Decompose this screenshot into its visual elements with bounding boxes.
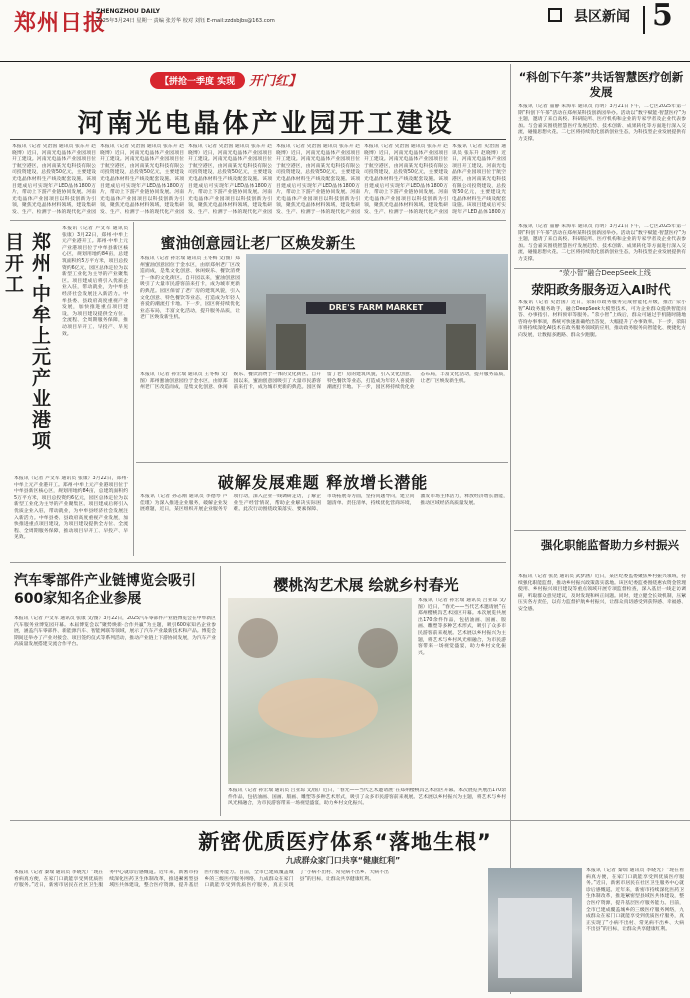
article-body: 本报讯（记者 史治国 通讯员 张东升 赵晓博）近日，河南光电晶体产业园项目开工建设。河南光电晶体产业园项目位于航空港区，由河南某光电科技有限公司投资建设，总投资50亿元，主要建设光电晶体材料生产线及配套设施。该项目建成后可实现年产LED晶体1800万片，带动上下游产业链协同发展。河南光电晶体产业园项目以科技创新为引领，聚焦光电晶体材料领域，建设集研发、生产、检测于一体的现代化产业园 (100, 144, 184, 215)
article-body: 本报讯（记者 董静 朱海军 通讯员 肖明）3月21日下午，二七区2025年第一期“科创下午茶”活动在郑州某科技创新园举办。活动以“数字赋能·智慧医疗”为主题，邀请了来自高校、科研院所、医疗机构和企业的专家学者及企业代表参加。与会嘉宾围绕智慧医疗发展趋势、技术创新、成果转化等方面进行深入交流，碰撞思想火花。二七区将持续优化创新创业生态，为科技型企业发展提供有力支撑。 (518, 104, 686, 142)
article-body: 本报讯（记者 史治国 通讯员 张东升 赵晓博）近日，河南光电晶体产业园项目开工建设。河南光电晶体产业园项目位于航空港区，由河南某光电科技有限公司投资建设，总投资50亿元，主要建设光电晶体材料生产线及配套设施。该项目建成后可实现年产LED晶体1800万片，带动上下游产业链协同发展。河南光电晶体产业园项目以科技创新为引领，聚焦光电晶体材料领域，建设集研发、生产、检测于一体的现代化产业园 (188, 144, 272, 215)
article-subtitle: 九成群众家门口共享“健康红利” (285, 856, 401, 865)
rule (10, 220, 506, 221)
article-body: 本报讯（记者 史治国）近日，荥阳市政务服务完成智能化升级，推出“荥小智”AI政务服务助手，融合DeepSeek大模型技术，可为企业群众提供智能问答、办事指引、材料预审等服务。“荥小智”上线后，群众可通过手机随时随地咨询办事事项，系统可快速准确给出答复，大幅提升了办事效率。下一步，荥阳市将持续深化AI技术在政务服务领域的应用，推动政务服务向智能化、便捷化方向发展，让数据多跑路、群众少跑腿。 (518, 300, 686, 338)
article-kicker: “荥小智”融合DeepSeek上线 (559, 269, 651, 277)
newspaper-logo: 郑州日报 (14, 10, 107, 36)
article-body: 本报讯（记者 史治国 通讯员 张东升 赵晓博）近日，河南光电晶体产业园项目开工建设。河南光电晶体产业园项目位于航空港区，由河南某光电科技有限公司投资建设，总投资50亿元，主要建设光电晶体材料生产线及配套设施。该项目建成后可实现年产LED晶体1800万 (452, 144, 506, 215)
visitor-figure (358, 628, 398, 668)
rule (514, 530, 686, 531)
article-body: 本报讯（记者 史治国 通讯员 张东升 赵晓博）近日，河南光电晶体产业园项目开工建设。河南光电晶体产业园项目位于航空港区，由河南某光电科技有限公司投资建设，总投资50亿元，主要建设光电晶体材料生产线及配套设施。该项目建成后可实现年产LED晶体1800万片，带动上下游产业链协同发展。河南光电晶体产业园项目以科技创新为引领，聚焦光电晶体材料领域，建设集研发、生产、检测于一体的现代化产业园 (12, 144, 96, 215)
door (446, 324, 476, 370)
section-divider (643, 6, 645, 34)
campaign-tag: 【拼抢一季度 实现 (150, 72, 245, 89)
article-title: 蜜油创意园让老厂区焕发新生 (160, 234, 356, 252)
article-body: 本报讯（记者 史治国 通讯员 张东升 赵晓博）近日，河南光电晶体产业园项目开工建设。河南光电晶体产业园项目位于航空港区，由河南某光电科技有限公司投资建设，总投资50亿元，主要建设光电晶体材料生产线及配套设施。该项目建成后可实现年产LED晶体1800万片，带动上下游产业链协同发展。河南光电晶体产业园项目以科技创新为引领，聚焦光电晶体材料领域，建设集研发、生产、检测于一体的现代化产业园 (276, 144, 360, 215)
article-title: 河南光电晶体产业园开工建设 (77, 109, 455, 139)
article-body: 本报讯（记者 卢文军 通讯员 张康 文/图）3月22日，2025汽车零部件产业链博览会在中牟新区汽车服务业博览园开幕。本届博览会以“聚势焕新·合作共赢”为主题，吸引600家知名企业参展，涵盖汽车零部件、新能源汽车、智能网联等领域，展示了汽车产业最新技术和产品。博览会期间还举办了产业对接会、项目签约仪式等系列活动，推动产业链上下游协同发展，为汽车产业高质量发展搭建交流合作平台。 (14, 616, 216, 648)
column-divider (220, 566, 221, 816)
page-number: 5 (652, 0, 673, 33)
article-title-vertical: 郑州·中牟上元产业港项目开工 (2, 232, 51, 452)
article-title: 汽车零部件产业链博览会吸引600家知名企业参展 (14, 573, 196, 607)
article-photo (228, 598, 412, 784)
visitor-figure (238, 618, 278, 658)
article-title: 破解发展难题 释放增长潜能 (217, 473, 429, 492)
section-marker-icon (548, 8, 562, 22)
article-title: “科创下午茶”共话智慧医疗创新发展 (518, 70, 684, 99)
article-body: 本报讯（记者 孙宏瑞 通讯员 吕亚琼 文/图）近日，“春光——当代艺术邀请展”在郑州樱桃沟艺术园区开幕。本次展览共展出170余件作品，包括油画、国画、版画、雕塑等多种艺术形式，吸引了众多市民游客前来观展。艺术展以乡村振兴为主题，将艺术与乡村风光相融合，为市民游客带来一场视觉盛宴，助力乡村文化振兴。 (228, 788, 506, 807)
door (276, 324, 306, 370)
rule (136, 462, 508, 463)
article-body: 本报讯（记者 张昆 通讯员 武梦涵）近日，某区纪委监委聚焦乡村振兴领域，持续强化职能监督，推动乡村振兴政策落实落地。该区纪委监委围绕惠农资金管理使用、乡村振兴项目建设等重点领域开展专项监督检查，深入基层一线走访调研，听取群众意见建议，及时发现和纠正问题。同时，建立健全长效机制，压紧压实各方责任，以有力监督护航乡村振兴，让群众真切感受到获得感、幸福感、安全感。 (518, 574, 686, 612)
rule (10, 562, 506, 563)
article-title: 强化职能监督助力乡村振兴 (541, 538, 679, 552)
rule (10, 820, 690, 821)
article-body: 本报讯（记者 孙宏瑞 通讯员 吕亚琼 文/图）近日，“春光——当代艺术邀请展”在郑州樱桃沟艺术园区开幕。本次展览共展出170余件作品，包括油画、国画、版画、雕塑等多种艺术形式，吸引了众多市民游客前来观展。艺术展以乡村振兴为主题，将艺术与乡村风光相融合，为市民游客带来一场视觉盛宴，助力乡村文化振兴。 (418, 598, 506, 656)
article-photo (246, 254, 508, 370)
article-body: 本报讯（记者 秦瑞 通讯员 李晓光）“现在看病真方便，在家门口就能享受到优质医疗服务。”近日，新密市居民在社区卫生服务中心就诊后感慨道。近年来，新密市持续深化医药卫生体制改革，推进紧密型县域医共体建设，整合医疗资源，提升基层医疗服务能力。目前，全市已建成覆盖城乡的三级医疗服务网络，九成群众在家门口就能享受到优质医疗服务，真正实现了“小病不出村、常见病不出乡、大病不出县”的目标，让群众共享健康红利。 (14, 870, 389, 889)
article-body: 本报讯（记者 董静 朱海军 通讯员 肖明）3月21日下午，二七区2025年第一期“科创下午茶”活动在郑州某科技创新园举办。活动以“数字赋能·智慧医疗”为主题，邀请了来自高校、科研院所、医疗机构和企业的专家学者及企业代表参加。与会嘉宾围绕智慧医疗发展趋势、技术创新、成果转化等方面进行深入交流，碰撞思想火花。二七区将持续优化创新创业生态，为科技型企业发展提供有力支撑。 (518, 224, 686, 262)
building-shape (498, 898, 572, 978)
article-body: 本报讯（记者 卢文军 通讯员 张康）3月22日，郑州·中牟上元产业港开工。郑州·中牟上元产业港项目位于中牟县新区核心区，规划用地约84亩，总建筑面积约5万平方米，项目总投资约6亿元，园区总体定位为以新型工业化为主导的产业聚集区。项目建成后将引入优质企业入驻，带动就业，为中牟县经济社会发展注入新活力。中牟县委、县政府高度重视产业发展，加快推进重点项目建设，为项目建设提供全方位、全流程、全周期服务保障，推动项目早开工、早投产、早见效。 (62, 226, 128, 337)
article-body: 本报讯（记者 卢文军 通讯员 张康）3月22日，郑州·中牟上元产业港开工。郑州·中牟上元产业港项目位于中牟县新区核心区，规划用地约84亩，总建筑面积约5万平方米，项目总投资约6亿元，园区总体定位为以新型工业化为主导的产业聚集区。项目建成后将引入优质企业入驻，带动就业，为中牟县经济社会发展注入新活力。中牟县委、县政府高度重视产业发展，加快推进重点项目建设，为项目建设提供全方位、全流程、全周期服务保障，推动项目早开工、早投产、早见效。 (14, 476, 128, 541)
masthead (0, 0, 690, 62)
date-line: 2025年3月24日 星期一 责编 张芳华 校对 刘钰 E-mail:zzdsbjbs@163.com (96, 18, 275, 24)
storefront-sign: DRE'S FARM MARKET (306, 302, 446, 314)
article-title: 新密优质医疗体系“落地生根” (198, 830, 492, 854)
article-body: 本报讯（记者 秦瑞 通讯员 李晓光）“现在看病真方便，在家门口就能享受到优质医疗服务。”近日，新密市居民在社区卫生服务中心就诊后感慨道。近年来，新密市持续深化医药卫生体制改革，推进紧密型县域医共体建设，整合医疗资源，提升基层医疗服务能力。目前，全市已建成覆盖城乡的三级医疗服务网络，九成群众在家门口就能享受到优质医疗服务，真正实现了“小病不出村、常见病不出乡、大病不出县”的目标，让群众共享健康红利。 (586, 868, 684, 933)
campaign-banner (150, 69, 394, 87)
article-body: 本报讯（记者 史治国 通讯员 张东升 赵晓博）近日，河南光电晶体产业园项目开工建设。河南光电晶体产业园项目位于航空港区，由河南某光电科技有限公司投资建设，总投资50亿元，主要建设光电晶体材料生产线及配套设施。该项目建成后可实现年产LED晶体1800万片，带动上下游产业链协同发展。河南光电晶体产业园项目以科技创新为引领，聚焦光电晶体材料领域，建设集研发、生产、检测于一体的现代化产业园 (364, 144, 448, 215)
article-photo (488, 868, 582, 992)
article-title: 荥阳政务服务迈入AI时代 (531, 282, 671, 297)
newspaper-english-name: ZHENGZHOU DAILY (96, 8, 160, 15)
painting-area (258, 678, 378, 738)
article-body: 本报讯（记者 孙宏瑞 通讯员 王冬梅 文/图）郑州蜜油创意园位于金水区，由原郑州老厂区改造而成，是集文化创意、休闲娱乐、餐饮消费于一体的文化街区。自开园以来，蜜油创意园吸引了大量市民游客前来打卡，成为城市更新的典范。园区保留了老厂房的建筑风貌，引入文化创意、特色餐饮等业态，打造成为年轻人喜爱的潮流打卡地。下一步，园区将持续优化业态布局，丰富文化活动，提升服务品质，让老厂区焕发新生机。 (140, 256, 240, 321)
campaign-slogan: 开门红】 (249, 74, 302, 89)
article-title: 樱桃沟艺术展 绘就乡村春光 (273, 576, 459, 594)
article-body: 本报讯（记者 孙宏瑞 通讯员 王冬梅 文/图）郑州蜜油创意园位于金水区，由原郑州老厂区改造而成，是集文化创意、休闲娱乐、餐饮消费于一体的文化街区。自开园以来，蜜油创意园吸引了大量市民游客前来打卡，成为城市更新的典范。园区保留了老厂房的建筑风貌，引入文化创意、特色餐饮等业态，打造成为年轻人喜爱的潮流打卡地。下一步，园区将持续优化业态布局，丰富文化活动，提升服务品质，让老厂区焕发新生机。 (140, 372, 508, 391)
article-body: 本报讯（记者 孙志刚 通讯员 李德琴 卢佳瑾）为深入推进企业服务，破解企业发展难题，近日，某区组织开展企业服务专项行动，深入企业一线调研走访，了解企业生产经营情况，帮助企业解决实际困难。此次行动围绕政策落实、要素保障、市场拓展等方面，坚持问题导向，建立问题清单、责任清单，持续优化营商环境，激发市场主体活力，释放经济增长潜能，推动区域经济高质量发展。 (140, 494, 508, 513)
column-divider (133, 222, 134, 556)
rule (10, 139, 506, 140)
section-title: 县区新闻 (574, 9, 630, 25)
